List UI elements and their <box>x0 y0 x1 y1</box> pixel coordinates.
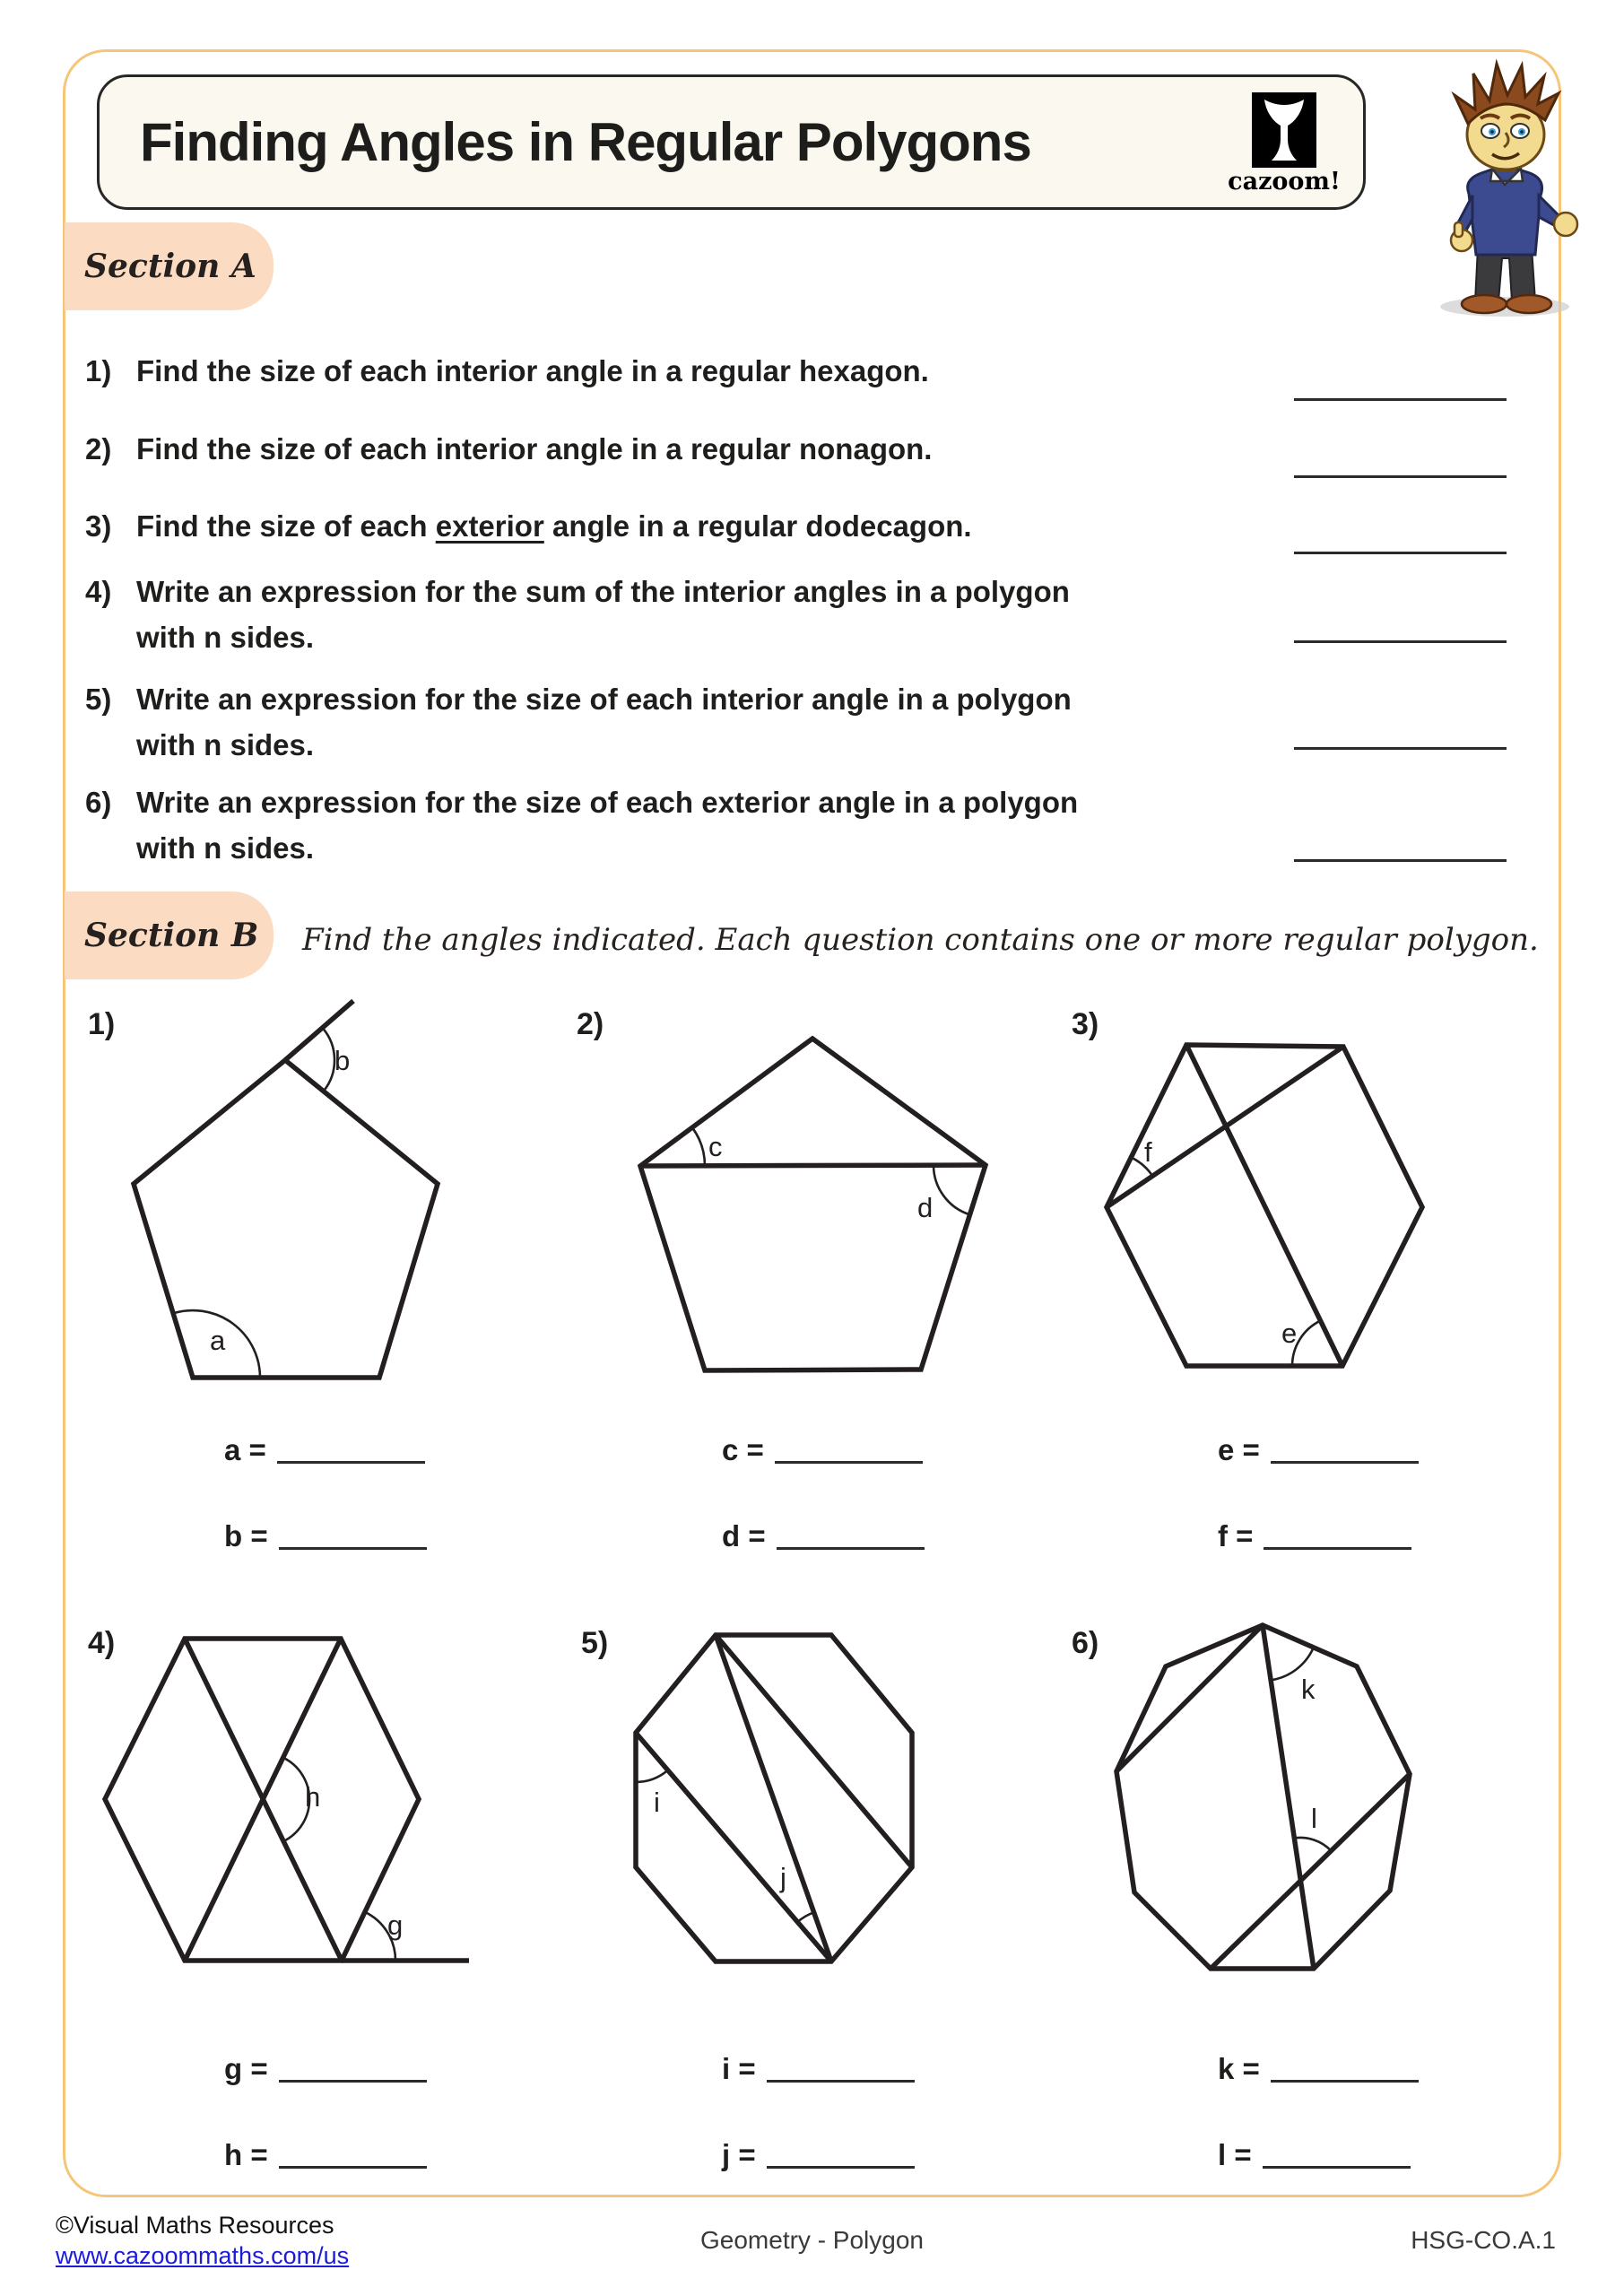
section-b-instruction: Find the angles indicated. Each question contains one or more regular polygon. <box>302 922 1539 958</box>
answer-item-a <box>224 1433 425 1464</box>
answer-item-b <box>224 1519 427 1550</box>
diagram-6 <box>1058 1610 1614 2058</box>
question-text: Write an expression for the size of each exterior angle in a polygon <box>136 786 1079 819</box>
answer-item-h <box>224 2138 427 2169</box>
answer-blank-q2 <box>1294 475 1507 478</box>
question-text-underlined: exterior <box>435 509 544 543</box>
question-text: Find the size of each interior angle in a regular nonagon. <box>136 432 933 465</box>
angle-label-k: k <box>1301 1674 1316 1705</box>
page-title: Finding Angles in Regular Polygons <box>140 112 1031 172</box>
answer-label: l = <box>1218 2138 1252 2171</box>
answer-label: b = <box>224 1519 268 1552</box>
diagram-number: 5) <box>581 1626 609 1660</box>
diagonal-line <box>1107 1047 1343 1207</box>
question-number: 3) <box>85 509 112 543</box>
answer-blank <box>279 2053 427 2083</box>
footer-subject: Geometry - Polygon <box>700 2226 924 2254</box>
question-row-4 <box>85 575 1070 655</box>
angle-label-e: e <box>1281 1318 1298 1349</box>
answer-blank-q6 <box>1294 859 1507 862</box>
answer-item-c <box>722 1433 923 1464</box>
angle-label-j: j <box>780 1862 786 1893</box>
section-a-label: Section A <box>84 248 256 285</box>
diagram-number: 2) <box>577 1007 604 1041</box>
diagram-4 <box>54 1610 610 2058</box>
diagram-3-hexagon <box>1058 996 1614 1453</box>
answer-blank <box>1271 2053 1419 2083</box>
answer-item-f <box>1218 1519 1411 1550</box>
angle-arc-d <box>934 1165 970 1214</box>
answer-blank-q4 <box>1294 640 1507 643</box>
answer-label: k = <box>1218 2052 1260 2085</box>
title-banner <box>97 74 1366 210</box>
diagonal-line <box>636 1733 831 1961</box>
answer-item-i <box>722 2052 915 2083</box>
question-number: 2) <box>85 432 112 465</box>
diagonal-line <box>716 1635 912 1867</box>
diagram-4-hexagon <box>54 1610 610 2058</box>
answer-label: f = <box>1218 1519 1254 1552</box>
answer-item-g <box>224 2052 427 2083</box>
section-b-label: Section B <box>84 917 259 954</box>
angle-arc-c <box>692 1127 705 1166</box>
question-text-line2: with n sides. <box>136 621 315 654</box>
angle-label-b: b <box>334 1045 351 1076</box>
diagram-number: 1) <box>88 1007 116 1041</box>
diagram-5 <box>556 1610 1112 2058</box>
question-number: 1) <box>85 354 112 387</box>
question-text: Find the size of each interior angle in a regular hexagon. <box>136 354 929 387</box>
answer-item-d <box>722 1519 925 1550</box>
diagonal-line <box>1186 1045 1342 1366</box>
angle-label-i: i <box>654 1787 660 1818</box>
angle-label-h: h <box>305 1781 321 1813</box>
angle-label-a: a <box>210 1325 226 1356</box>
answer-blank <box>1264 1520 1411 1550</box>
answer-blank <box>767 2139 915 2169</box>
answer-blank-q3 <box>1294 552 1507 554</box>
answer-blank-q1 <box>1294 398 1507 401</box>
diagonal-line <box>716 1635 831 1961</box>
question-row-2 <box>85 432 932 466</box>
goblet-icon-glyph <box>1252 92 1316 168</box>
section-b-badge <box>65 891 274 979</box>
diagram-3 <box>1058 996 1614 1453</box>
angle-label-l: l <box>1311 1803 1317 1834</box>
diagram-2-pentagon <box>556 996 1058 1453</box>
question-row-6 <box>85 786 1078 865</box>
question-text: Find the size of each <box>136 509 436 543</box>
answer-blank <box>777 1520 925 1550</box>
angle-label-c: c <box>708 1131 723 1162</box>
answer-label: e = <box>1218 1433 1260 1466</box>
diagram-2 <box>556 996 1058 1453</box>
answer-label: h = <box>224 2138 268 2171</box>
angle-arc-j <box>797 1912 813 1922</box>
diagram-number: 4) <box>88 1626 116 1660</box>
diagram-1 <box>54 996 556 1453</box>
question-number: 4) <box>85 575 112 608</box>
cazoom-logo-text: cazoom! <box>1228 168 1341 196</box>
answer-item-j <box>722 2138 915 2169</box>
diagram-6-nonagon <box>1058 1610 1614 2058</box>
angle-label-d: d <box>917 1192 934 1223</box>
answer-label: c = <box>722 1433 764 1466</box>
footer-standard-code: HSG-CO.A.1 <box>1411 2226 1556 2254</box>
answer-item-l <box>1218 2138 1411 2169</box>
answer-blank-q5 <box>1294 747 1507 750</box>
question-text: angle in a regular dodecagon. <box>543 509 972 543</box>
answer-blank <box>279 2139 427 2169</box>
question-text-line2: with n sides. <box>136 728 315 761</box>
question-row-5 <box>85 683 1072 762</box>
answer-blank <box>277 1434 425 1464</box>
answer-label: i = <box>722 2052 756 2085</box>
diagonal-line <box>1116 1625 1263 1771</box>
pentagon-outline <box>640 1039 986 1370</box>
answer-blank <box>767 2053 915 2083</box>
cazoom-goblet-icon <box>1252 92 1316 168</box>
answer-blank <box>1271 1434 1419 1464</box>
pentagon-outline <box>134 1060 438 1378</box>
section-a-badge <box>65 222 274 310</box>
footer-link[interactable]: www.cazoommaths.com/us <box>56 2242 350 2269</box>
diagram-number: 3) <box>1072 1007 1099 1041</box>
answer-blank <box>1263 2139 1411 2169</box>
answer-label: g = <box>224 2052 268 2085</box>
answer-item-k <box>1218 2052 1419 2083</box>
answer-item-e <box>1218 1433 1419 1464</box>
angle-arc-b <box>323 1028 334 1091</box>
angle-arc-l <box>1294 1838 1331 1851</box>
question-row-1 <box>85 354 929 388</box>
diagram-number: 6) <box>1072 1626 1099 1660</box>
mascot-illustration <box>1397 59 1621 321</box>
answer-label: d = <box>722 1519 766 1552</box>
footer-copyright: ©Visual Maths Resources <box>56 2212 334 2239</box>
answer-label: a = <box>224 1433 266 1466</box>
answer-blank <box>775 1434 923 1464</box>
diagram-1-pentagon <box>54 996 556 1453</box>
angle-arc-i <box>636 1770 668 1782</box>
question-row-3 <box>85 509 972 544</box>
diagram-5-octagon <box>556 1610 1112 2058</box>
answer-label: j = <box>722 2138 756 2171</box>
question-number: 6) <box>85 786 112 819</box>
question-text: Write an expression for the size of each interior angle in a polygon <box>136 683 1072 716</box>
angle-label-f: f <box>1144 1136 1152 1168</box>
answer-blank <box>279 1520 427 1550</box>
question-number: 5) <box>85 683 112 716</box>
question-text: Write an expression for the sum of the interior angles in a polygon <box>136 575 1070 608</box>
question-text-line2: with n sides. <box>136 831 315 865</box>
angle-label-g: g <box>387 1909 404 1941</box>
